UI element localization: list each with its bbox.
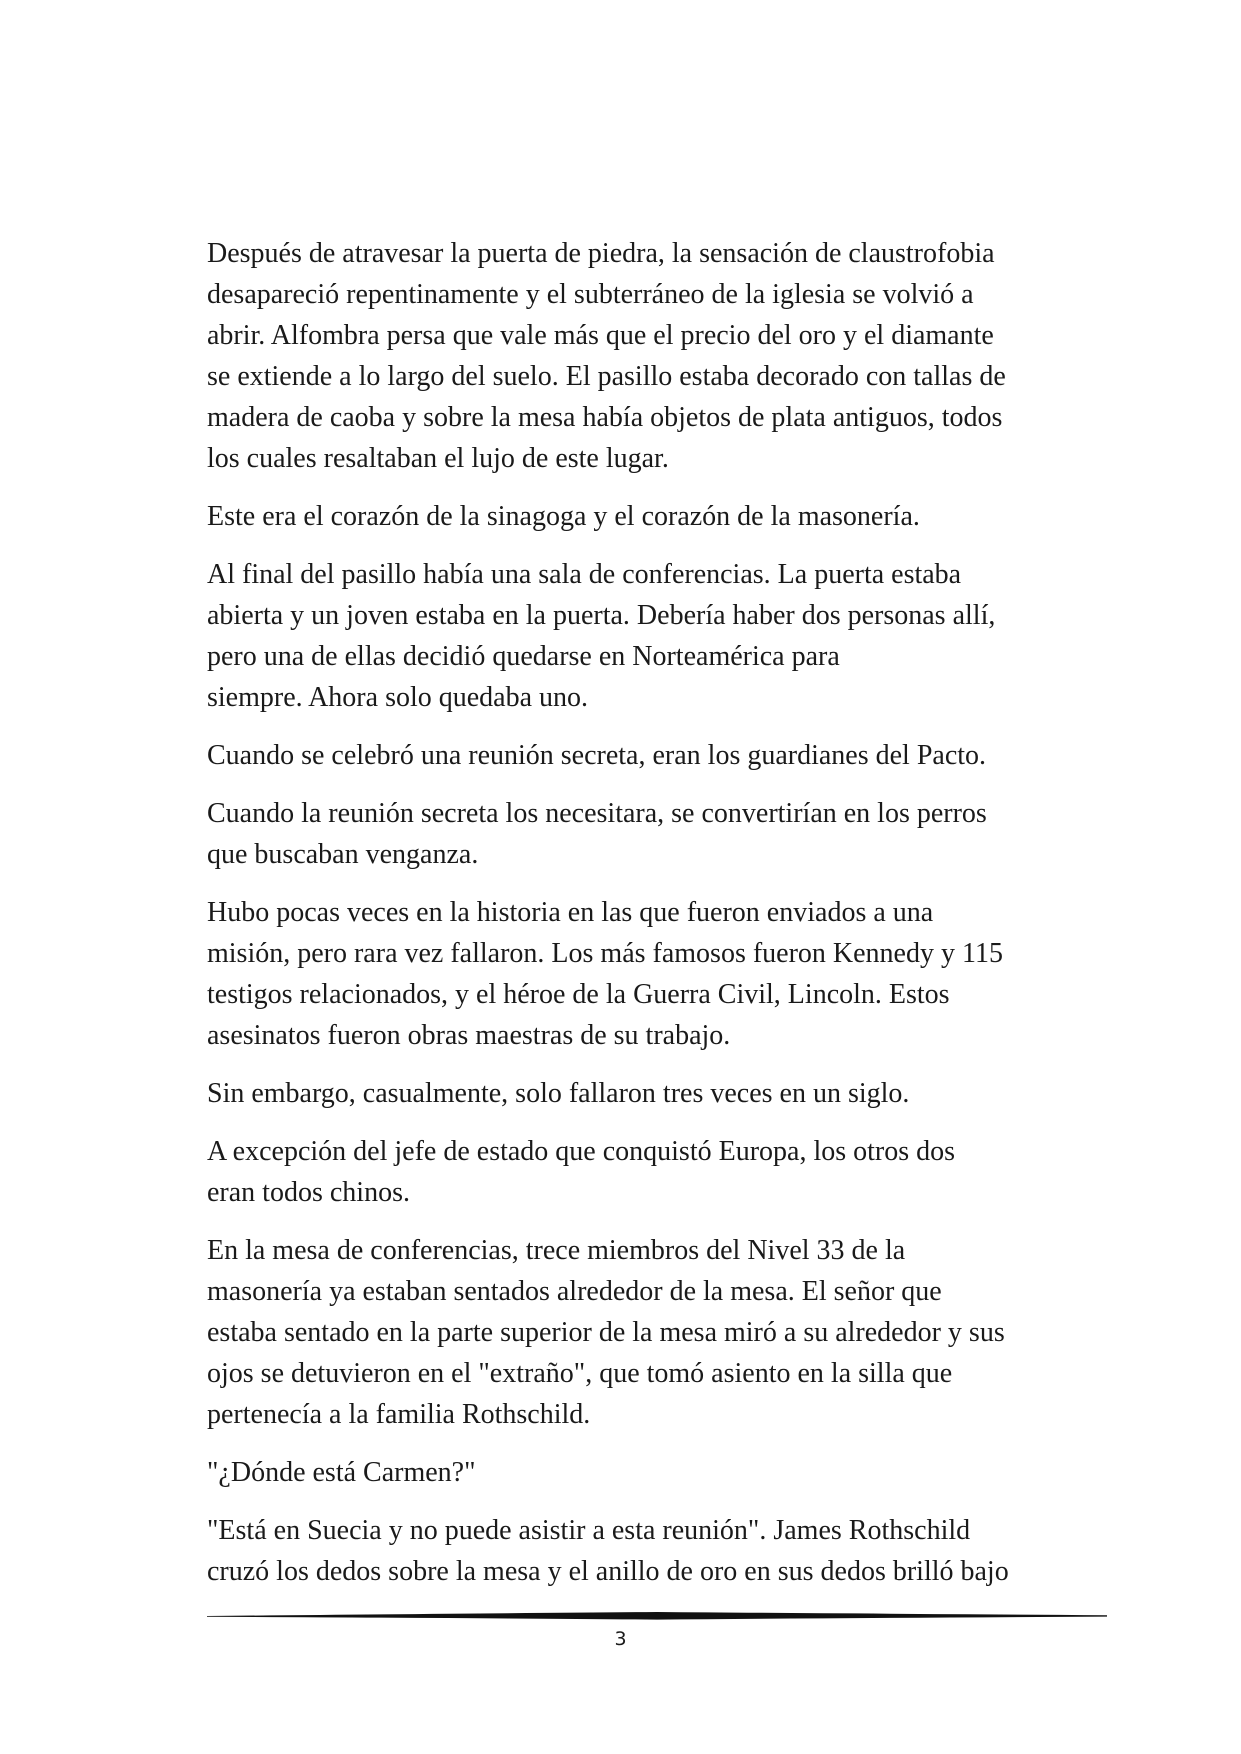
- text-line: Después de atravesar la puerta de piedra, la sensación de claustrofobia: [207, 238, 995, 269]
- paragraph: [207, 554, 1067, 718]
- paragraph: [207, 735, 1067, 776]
- text-line: Cuando la reunión secreta los necesitara, se convertirían en los perros: [207, 798, 987, 829]
- footer-rule-swash: [207, 1612, 1107, 1620]
- text-line: cruzó los dedos sobre la mesa y el anillo de oro en sus dedos brilló bajo: [207, 1556, 1009, 1587]
- text-line: asesinatos fueron obras maestras de su trabajo.: [207, 1020, 731, 1051]
- text-line: pertenecía a la familia Rothschild.: [207, 1399, 591, 1430]
- page-number: 3: [614, 1628, 627, 1650]
- text-line: "¿Dónde está Carmen?": [207, 1457, 476, 1488]
- paragraph: [207, 233, 1067, 479]
- text-line: Cuando se celebró una reunión secreta, eran los guardianes del Pacto.: [207, 740, 987, 771]
- body-text: [207, 233, 1067, 1609]
- paragraph: [207, 892, 1067, 1056]
- text-line: testigos relacionados, y el héroe de la Guerra Civil, Lincoln. Estos: [207, 979, 950, 1010]
- text-line: se extiende a lo largo del suelo. El pasillo estaba decorado con tallas de: [207, 361, 1006, 392]
- text-line: Al final del pasillo había una sala de conferencias. La puerta estaba: [207, 559, 962, 590]
- text-line: desapareció repentinamente y el subterráneo de la iglesia se volvió a: [207, 279, 974, 310]
- paragraph: [207, 1452, 1067, 1493]
- text-line: A excepción del jefe de estado que conquistó Europa, los otros dos: [207, 1136, 956, 1167]
- text-line: abrir. Alfombra persa que vale más que el precio del oro y el diamante: [207, 320, 994, 351]
- text-line: que buscaban venganza.: [207, 839, 479, 870]
- footer-rule: [207, 1610, 1107, 1622]
- text-line: pero una de ellas decidió quedarse en Norteamérica para: [207, 641, 840, 672]
- text-line: masonería ya estaban sentados alrededor de la mesa. El señor que: [207, 1276, 942, 1307]
- text-line: misión, pero rara vez fallaron. Los más famosos fueron Kennedy y 115: [207, 938, 1003, 969]
- text-line: Hubo pocas veces en la historia en las que fueron enviados a una: [207, 897, 934, 928]
- text-line: ojos se detuvieron en el "extraño", que tomó asiento en la silla que: [207, 1358, 953, 1389]
- text-line: los cuales resaltaban el lujo de este lugar.: [207, 443, 669, 474]
- paragraph: [207, 1230, 1067, 1435]
- paragraph: [207, 496, 1067, 537]
- text-line: Sin embargo, casualmente, solo fallaron tres veces en un siglo.: [207, 1078, 910, 1109]
- text-line: siempre. Ahora solo quedaba uno.: [207, 682, 589, 713]
- paragraph: [207, 1510, 1067, 1592]
- text-line: abierta y un joven estaba en la puerta. Debería haber dos personas allí,: [207, 600, 996, 631]
- paragraph: [207, 1131, 1067, 1213]
- paragraph: [207, 793, 1067, 875]
- text-line: eran todos chinos.: [207, 1177, 410, 1208]
- text-line: madera de caoba y sobre la mesa había objetos de plata antiguos, todos: [207, 402, 1003, 433]
- text-line: En la mesa de conferencias, trece miembros del Nivel 33 de la: [207, 1235, 906, 1266]
- paragraph: [207, 1073, 1067, 1114]
- text-line: Este era el corazón de la sinagoga y el corazón de la masonería.: [207, 501, 920, 532]
- text-line: "Está en Suecia y no puede asistir a esta reunión". James Rothschild: [207, 1515, 971, 1546]
- text-line: estaba sentado en la parte superior de la mesa miró a su alrededor y sus: [207, 1317, 1005, 1348]
